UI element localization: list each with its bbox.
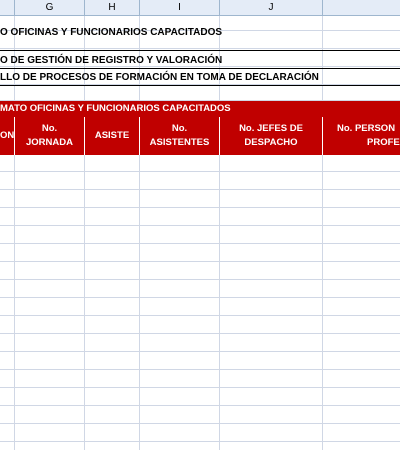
table-header-row [0, 117, 400, 155]
header-cell-personal-prof[interactable]: No. PERSON PROFE [337, 123, 400, 148]
header-cell-on[interactable]: ON [0, 117, 15, 155]
header-cell-asistentes[interactable]: No. ASISTENTES [140, 117, 220, 155]
sheet-process-line: LLO DE PROCESOS DE FORMACIÓN EN TOMA DE DECLARACIÓN [0, 72, 319, 83]
column-header-next[interactable] [323, 0, 400, 15]
table-title-bar [0, 101, 400, 117]
column-header-bar [0, 0, 400, 16]
column-header-i[interactable]: I [140, 0, 220, 15]
sheet-subtitle-line: O DE GESTIÓN DE REGISTRO Y VALORACIÓN [0, 55, 223, 66]
header-cell-asiste[interactable]: ASISTE [85, 117, 140, 155]
column-header-partial[interactable] [0, 0, 15, 15]
sheet-title-line: O OFICINAS Y FUNCIONARIOS CAPACITADOS [0, 27, 223, 38]
column-header-j[interactable]: J [220, 0, 323, 15]
header-cell-jornada[interactable]: No. JORNADA [15, 117, 85, 155]
column-header-h[interactable]: H [85, 0, 140, 15]
table-title: MATO OFICINAS Y FUNCIONARIOS CAPACITADOS [0, 103, 231, 114]
header-cell-jefes-despacho[interactable]: No. JEFES DE DESPACHO [220, 117, 323, 155]
column-header-g[interactable]: G [15, 0, 85, 15]
